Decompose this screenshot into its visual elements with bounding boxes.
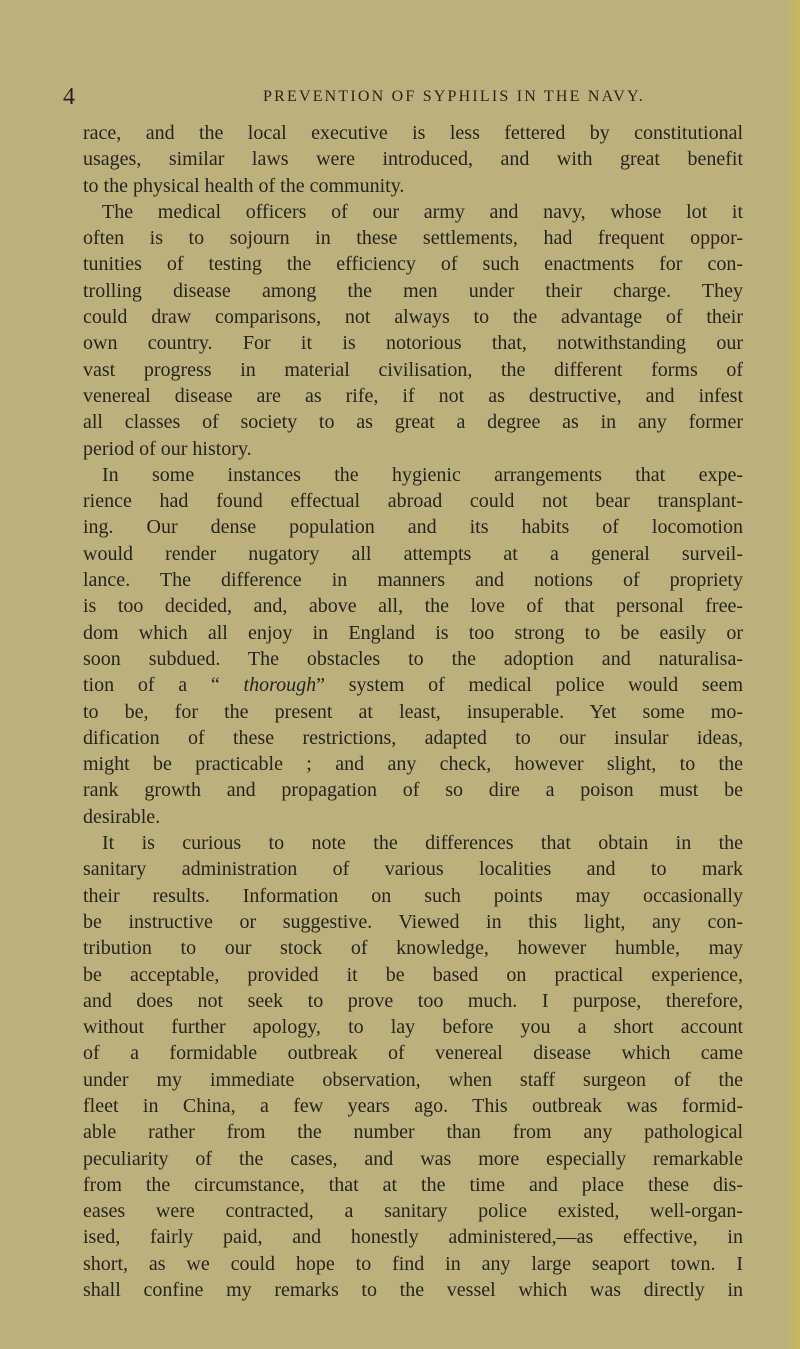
text-line: dom which all enjoy in England is too strong to be easily or — [83, 621, 743, 644]
text-line: race, and the local executive is less fettered by constitutional — [83, 122, 743, 144]
text-segment: ” system of medical police would seem — [316, 674, 743, 697]
text-line: ised, fairly paid, and honestly administered,—as effective, in — [83, 1226, 743, 1249]
text-line: vast progress in material civilisation, the different forms of — [83, 358, 743, 381]
body-text — [83, 120, 743, 1303]
text-line: eases were contracted, a sanitary police existed, well-organ- — [83, 1200, 743, 1223]
text-line: short, as we could hope to find in any large seaport town. I — [83, 1252, 743, 1275]
text-line: shall confine my remarks to the vessel which was directly in — [83, 1279, 743, 1302]
text-line: might be practicable ; and any check, however slight, to the — [83, 753, 743, 776]
text-line: venereal disease are as rife, if not as destructive, and infest — [83, 384, 743, 407]
text-line: soon subdued. The obstacles to the adoption and naturalisa- — [83, 647, 743, 670]
text-line: lance. The difference in manners and notions of propriety — [83, 569, 743, 592]
text-line: all classes of society to as great a degree as in any former — [83, 411, 743, 434]
text-line: The medical officers of our army and navy, whose lot it — [102, 200, 743, 223]
text-line: fleet in China, a few years ago. This outbreak was formid- — [83, 1094, 743, 1117]
page-number: 4 — [63, 84, 75, 110]
text-line: be acceptable, provided it be based on practical experience, — [83, 963, 743, 986]
text-line: of a formidable outbreak of venereal disease which came — [83, 1042, 743, 1065]
text-line: without further apology, to lay before you a short account — [83, 1016, 743, 1039]
text-line: trolling disease among the men under their charge. They — [83, 279, 743, 302]
text-segment: tion of a “ — [83, 674, 244, 697]
text-line: own country. For it is notorious that, notwithstanding our — [83, 332, 743, 355]
text-line: period of our history. — [83, 437, 252, 460]
text-line: under my immediate observation, when staff surgeon of the — [83, 1068, 743, 1091]
text-line: tunities of testing the efficiency of such enactments for con- — [83, 253, 743, 276]
text-line: rience had found effectual abroad could not bear transplant- — [83, 490, 743, 513]
text-line: from the circumstance, that at the time and place these dis- — [83, 1173, 743, 1196]
text-line: rank growth and propagation of so dire a poison must be — [83, 779, 743, 802]
page-edge — [786, 0, 800, 1349]
text-line: tribution to our stock of knowledge, however humble, may — [83, 937, 743, 960]
text-line: be instructive or suggestive. Viewed in this light, any con- — [83, 910, 743, 933]
text-line: would render nugatory all attempts at a general surveil- — [83, 542, 743, 565]
text-line: It is curious to note the differences that obtain in the — [102, 832, 743, 855]
text-line: and does not seek to prove too much. I purpose, therefore, — [83, 989, 743, 1012]
text-line: often is to sojourn in these settlements, had frequent oppor- — [83, 227, 743, 250]
running-header — [63, 84, 753, 112]
text-line: to be, for the present at least, insuperable. Yet some mo- — [83, 700, 743, 723]
text-line: sanitary administration of various localities and to mark — [83, 858, 743, 881]
text-line: dification of these restrictions, adapted to our insular ideas, — [83, 726, 743, 749]
text-line: able rather from the number than from any pathological — [83, 1121, 743, 1144]
text-line: peculiarity of the cases, and was more especially remarkable — [83, 1147, 743, 1170]
text-line: to the physical health of the community. — [83, 174, 405, 197]
text-line: ing. Our dense population and its habits of locomotion — [83, 516, 743, 539]
text-line: their results. Information on such points may occasionally — [83, 884, 743, 907]
text-line — [83, 672, 743, 698]
text-line: desirable. — [83, 805, 161, 828]
italic-word: thorough — [243, 674, 317, 697]
running-title: PREVENTION OF SYPHILIS IN THE NAVY. — [263, 88, 645, 105]
text-line: usages, similar laws were introduced, and with great benefit — [83, 148, 743, 171]
text-line: could draw comparisons, not always to the advantage of their — [83, 306, 743, 329]
text-line: In some instances the hygienic arrangements that expe- — [102, 463, 743, 486]
text-line: is too decided, and, above all, the love of that personal free- — [83, 595, 743, 618]
